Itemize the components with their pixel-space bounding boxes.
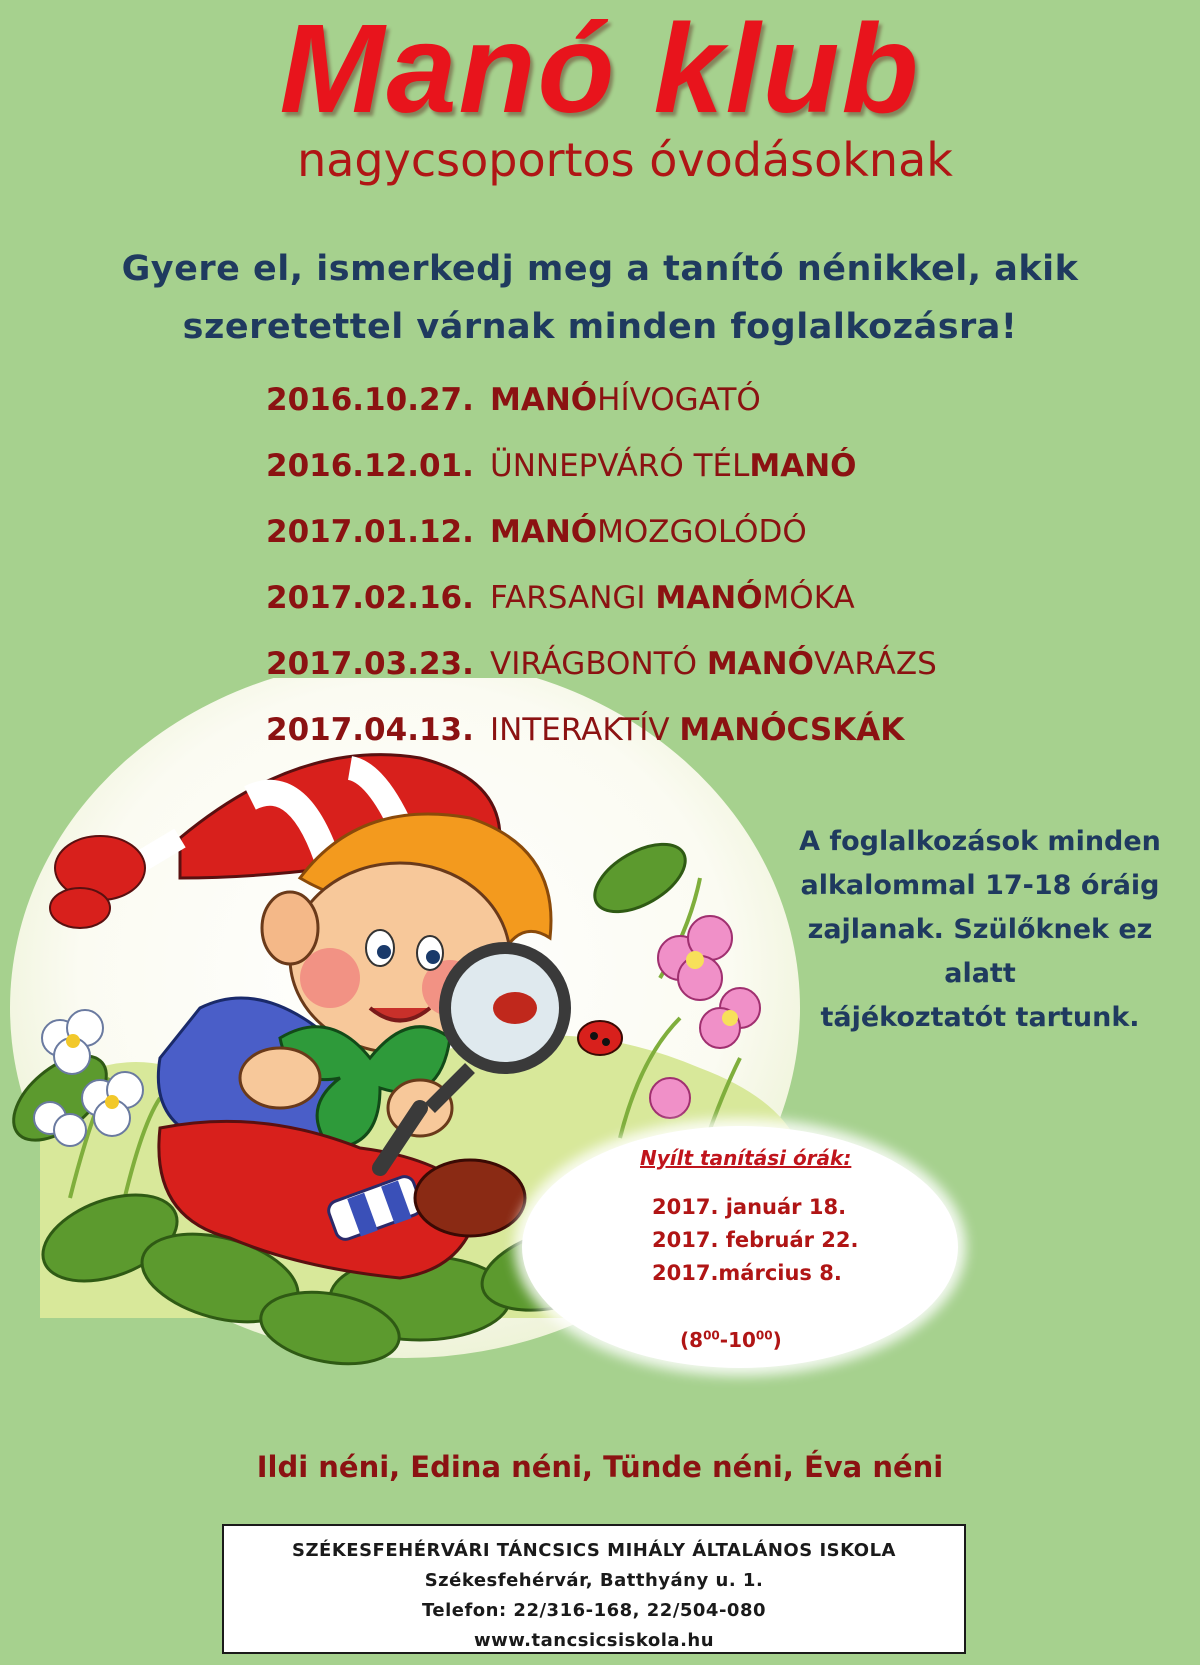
- info-line-4: tájékoztatót tartunk.: [820, 1002, 1140, 1033]
- intro-line-1: Gyere el, ismerkedj meg a tanító nénikkel, akik: [121, 249, 1079, 289]
- school-address: Székesfehérvár, Batthyány u. 1.: [424, 1570, 764, 1591]
- open-lesson-time: $(8^{00}-10^{00})$: [680, 1328, 782, 1352]
- teachers-names: Ildi néni, Edina néni, Tünde néni, Éva néni: [256, 1450, 944, 1484]
- intro-text: [0, 240, 1200, 356]
- schedule-date: 2017.04.13.: [266, 712, 474, 748]
- schedule-title: MANÓHÍVOGATÓ: [490, 382, 761, 418]
- open-lesson-date: 2017. január 18.: [652, 1195, 847, 1219]
- schedule-date: 2017.02.16.: [266, 580, 474, 616]
- poster-title: Manó klub: [279, 0, 921, 139]
- schedule-date: 2017.03.23.: [266, 646, 474, 682]
- schedule-date: 2016.12.01.: [266, 448, 474, 484]
- info-line-2: alkalommal 17-18 óráig: [800, 870, 1160, 901]
- info-line-1: A foglalkozások minden: [799, 826, 1161, 857]
- open-lesson-date: 2017. február 22.: [652, 1228, 859, 1252]
- schedule-title: VIRÁGBONTÓ MANÓVARÁZS: [490, 646, 937, 682]
- info-line-3: zajlanak. Szülőknek ez alatt: [807, 914, 1153, 989]
- school-website[interactable]: www.tancsicsiskola.hu: [473, 1630, 715, 1651]
- schedule-date: 2016.10.27.: [266, 382, 474, 418]
- schedule-title: INTERAKTÍV MANÓCSKÁK: [490, 712, 905, 748]
- school-info-box: [222, 1524, 966, 1654]
- open-lessons-heading: Nyílt tanítási órák:: [640, 1146, 852, 1170]
- open-lesson-date: 2017.március 8.: [652, 1261, 842, 1285]
- schedule-title: MANÓMOZGOLÓDÓ: [490, 514, 807, 550]
- schedule-title: ÜNNEPVÁRÓ TÉLMANÓ: [490, 448, 857, 484]
- schedule-title: FARSANGI MANÓMÓKA: [490, 580, 855, 616]
- poster-subtitle: nagycsoportos óvodásoknak: [297, 133, 953, 187]
- intro-line-2: szeretettel várnak minden foglalkozásra!: [182, 307, 1018, 347]
- schedule-date: 2017.01.12.: [266, 514, 474, 550]
- school-name: SZÉKESFEHÉRVÁRI TÁNCSICS MIHÁLY ÁLTALÁNOS ISKOLA: [292, 1540, 896, 1561]
- session-info: [770, 820, 1190, 1040]
- school-phone: Telefon: 22/316-168, 22/504-080: [421, 1600, 767, 1621]
